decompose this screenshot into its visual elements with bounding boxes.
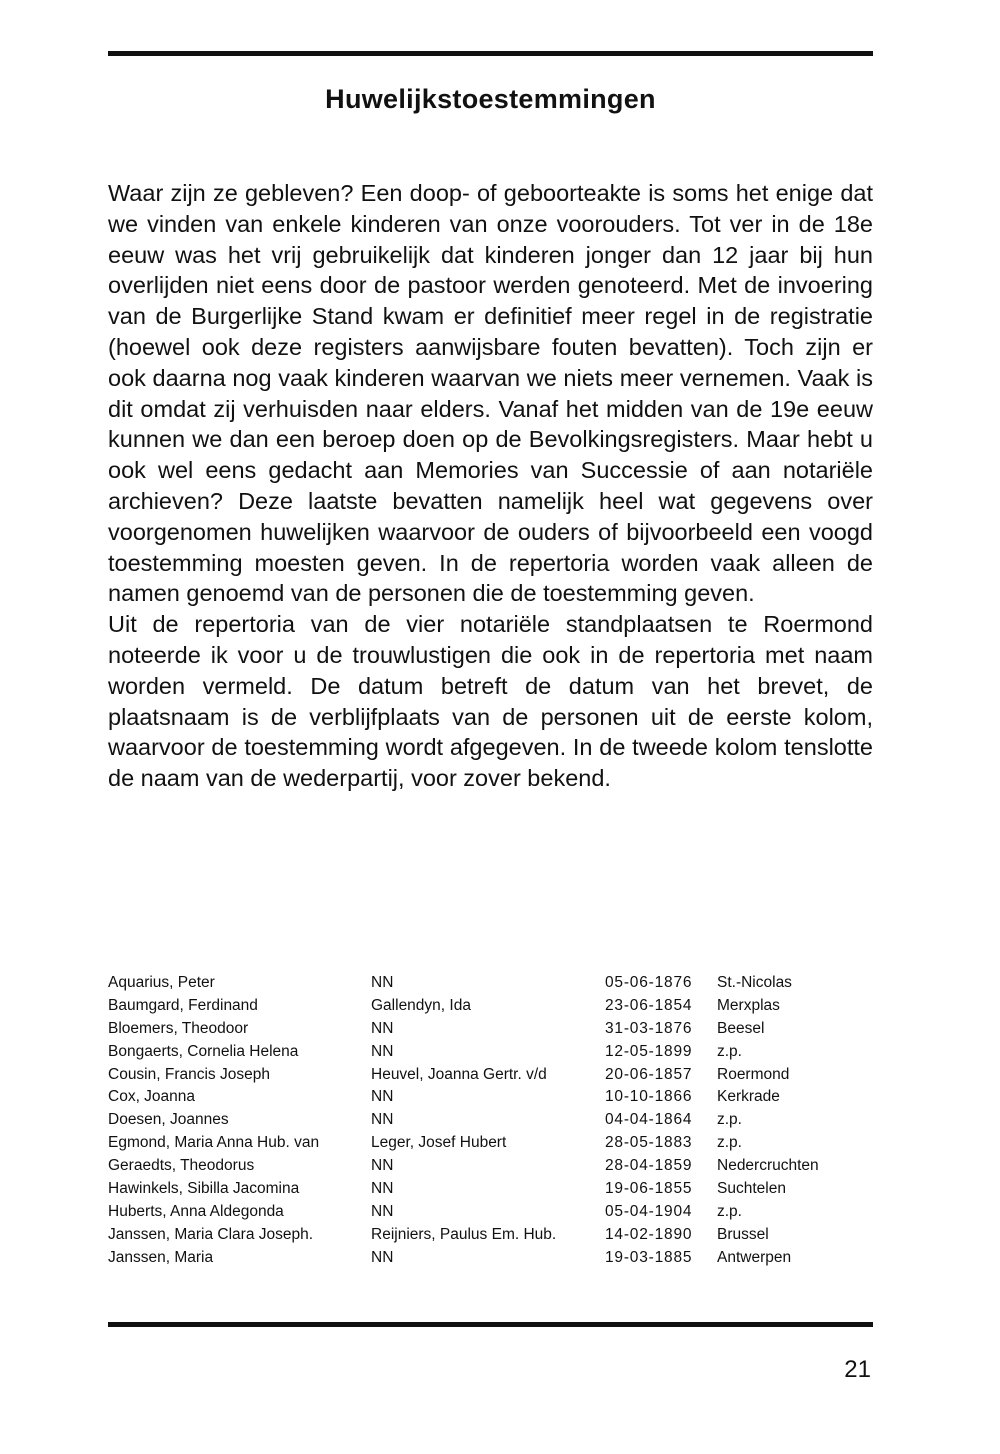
- paragraph: Uit de repertoria van de vier notariële standplaatsen te Roermond noteerde ik voor u de trouwlustigen die ook in de repertoria met naam worden vermeld. De datum betreft de datum van het brevet, de plaatsnaam is de verblijfplaats van de personen uit de eerste kolom, waarvoor de toestemming wordt afgegeven. In de tweede kolom tenslotte de naam van de wederpartij, voor zover bekend.: [108, 611, 873, 792]
- record-row: [108, 1132, 873, 1155]
- records-list: [108, 972, 873, 1270]
- record-date: 04-04-1864: [605, 1111, 693, 1129]
- record-party: Heuvel, Joanna Gertr. v/d: [371, 1065, 547, 1083]
- paragraph: Waar zijn ze gebleven? Een doop- of geboorteakte is soms het enige dat we vinden van enkele kinderen van onze voorouders. Tot ver in de 18e eeuw was het vrij gebruikelijk dat kinderen jonger dan 12 jaar bij hun overlijden niet eens door de pastoor werden genoteerd. Met de invoering van de Burgerlijke Stand kwam er definitief meer regel in de registratie (hoewel ook deze registers aanwijsbare fouten bevatten). Toch zijn er ook daarna nog vaak kinderen waarvan we niets meer vernemen. Vaak is dit omdat zij verhuisden naar elders. Vanaf het midden van de 19e eeuw kunnen we dan een beroep doen op de Bevolkingsregisters. Maar hebt u ook wel eens gedacht aan Memories van Successie of aan notariële archieven? Deze laatste bevatten namelijk heel wat gegevens over voorgenomen huwelijken waarvoor de ouders of bijvoorbeeld een voogd toestemming moesten geven. In de repertoria worden vaak alleen de namen genoemd van de personen die de toestemming geven.: [108, 180, 873, 607]
- record-date: 31-03-1876: [605, 1019, 693, 1037]
- record-place: Antwerpen: [717, 1248, 792, 1266]
- record-row: [108, 1224, 873, 1247]
- record-party: Reijniers, Paulus Em. Hub.: [371, 1225, 557, 1243]
- record-name: Doesen, Joannes: [108, 1111, 229, 1129]
- record-party: Gallendyn, Ida: [371, 996, 471, 1014]
- record-place: z.p.: [717, 1111, 742, 1129]
- record-date: 05-04-1904: [605, 1202, 693, 1220]
- record-date: 05-06-1876: [605, 974, 693, 991]
- record-date: 28-05-1883: [605, 1134, 693, 1152]
- record-name: Aquarius, Peter: [108, 974, 215, 991]
- record-place: Beesel: [717, 1019, 765, 1037]
- record-row: [108, 1018, 873, 1041]
- page-title: Huwelijkstoestemmingen: [325, 84, 656, 114]
- record-place: St.-Nicolas: [717, 974, 792, 991]
- record-date: 14-02-1890: [605, 1225, 693, 1243]
- record-row: [108, 1109, 873, 1132]
- record-place: Nedercruchten: [717, 1157, 819, 1175]
- record-name: Bloemers, Theodoor: [108, 1019, 249, 1037]
- record-row: [108, 1201, 873, 1224]
- page-number: 21: [844, 1356, 871, 1383]
- record-party: NN: [371, 1088, 394, 1106]
- record-row: [108, 1247, 873, 1270]
- record-date: 19-03-1885: [605, 1248, 693, 1266]
- record-place: z.p.: [717, 1134, 742, 1152]
- record-date: 23-06-1854: [605, 996, 693, 1014]
- record-name: Baumgard, Ferdinand: [108, 996, 258, 1014]
- record-date: 20-06-1857: [605, 1065, 693, 1083]
- record-name: Huberts, Anna Aldegonda: [108, 1202, 284, 1220]
- body-text: [108, 178, 873, 794]
- record-row: [108, 1155, 873, 1178]
- record-party: NN: [371, 1019, 394, 1037]
- record-name: Janssen, Maria Clara Joseph.: [108, 1225, 314, 1243]
- record-party: Leger, Josef Hubert: [371, 1134, 507, 1152]
- record-party: NN: [371, 1157, 394, 1175]
- bottom-rule: [108, 1322, 873, 1327]
- record-name: Egmond, Maria Anna Hub. van: [108, 1134, 320, 1152]
- record-place: z.p.: [717, 1202, 742, 1220]
- record-party: NN: [371, 1111, 394, 1129]
- record-place: Brussel: [717, 1225, 769, 1243]
- record-party: NN: [371, 1248, 394, 1266]
- record-row: [108, 995, 873, 1018]
- record-row: [108, 1064, 873, 1087]
- record-row: [108, 1041, 873, 1064]
- record-party: NN: [371, 1042, 394, 1060]
- record-place: Roermond: [717, 1065, 790, 1083]
- record-party: NN: [371, 1180, 394, 1198]
- record-name: Bongaerts, Cornelia Helena: [108, 1042, 299, 1060]
- record-place: Kerkrade: [717, 1088, 780, 1106]
- record-date: 12-05-1899: [605, 1042, 693, 1060]
- record-party: NN: [371, 1202, 394, 1220]
- record-row: [108, 1086, 873, 1109]
- record-row: [108, 1178, 873, 1201]
- record-date: 19-06-1855: [605, 1180, 693, 1198]
- record-date: 10-10-1866: [605, 1088, 693, 1106]
- record-place: Suchtelen: [717, 1180, 786, 1198]
- record-row: [108, 972, 873, 995]
- record-name: Cox, Joanna: [108, 1088, 196, 1106]
- record-party: NN: [371, 974, 394, 991]
- record-date: 28-04-1859: [605, 1157, 693, 1175]
- record-place: Merxplas: [717, 996, 780, 1014]
- record-name: Geraedts, Theodorus: [108, 1157, 255, 1175]
- record-name: Hawinkels, Sibilla Jacomina: [108, 1180, 300, 1198]
- record-place: z.p.: [717, 1042, 742, 1060]
- record-name: Cousin, Francis Joseph: [108, 1065, 270, 1083]
- record-name: Janssen, Maria: [108, 1248, 214, 1266]
- top-rule: [108, 51, 873, 56]
